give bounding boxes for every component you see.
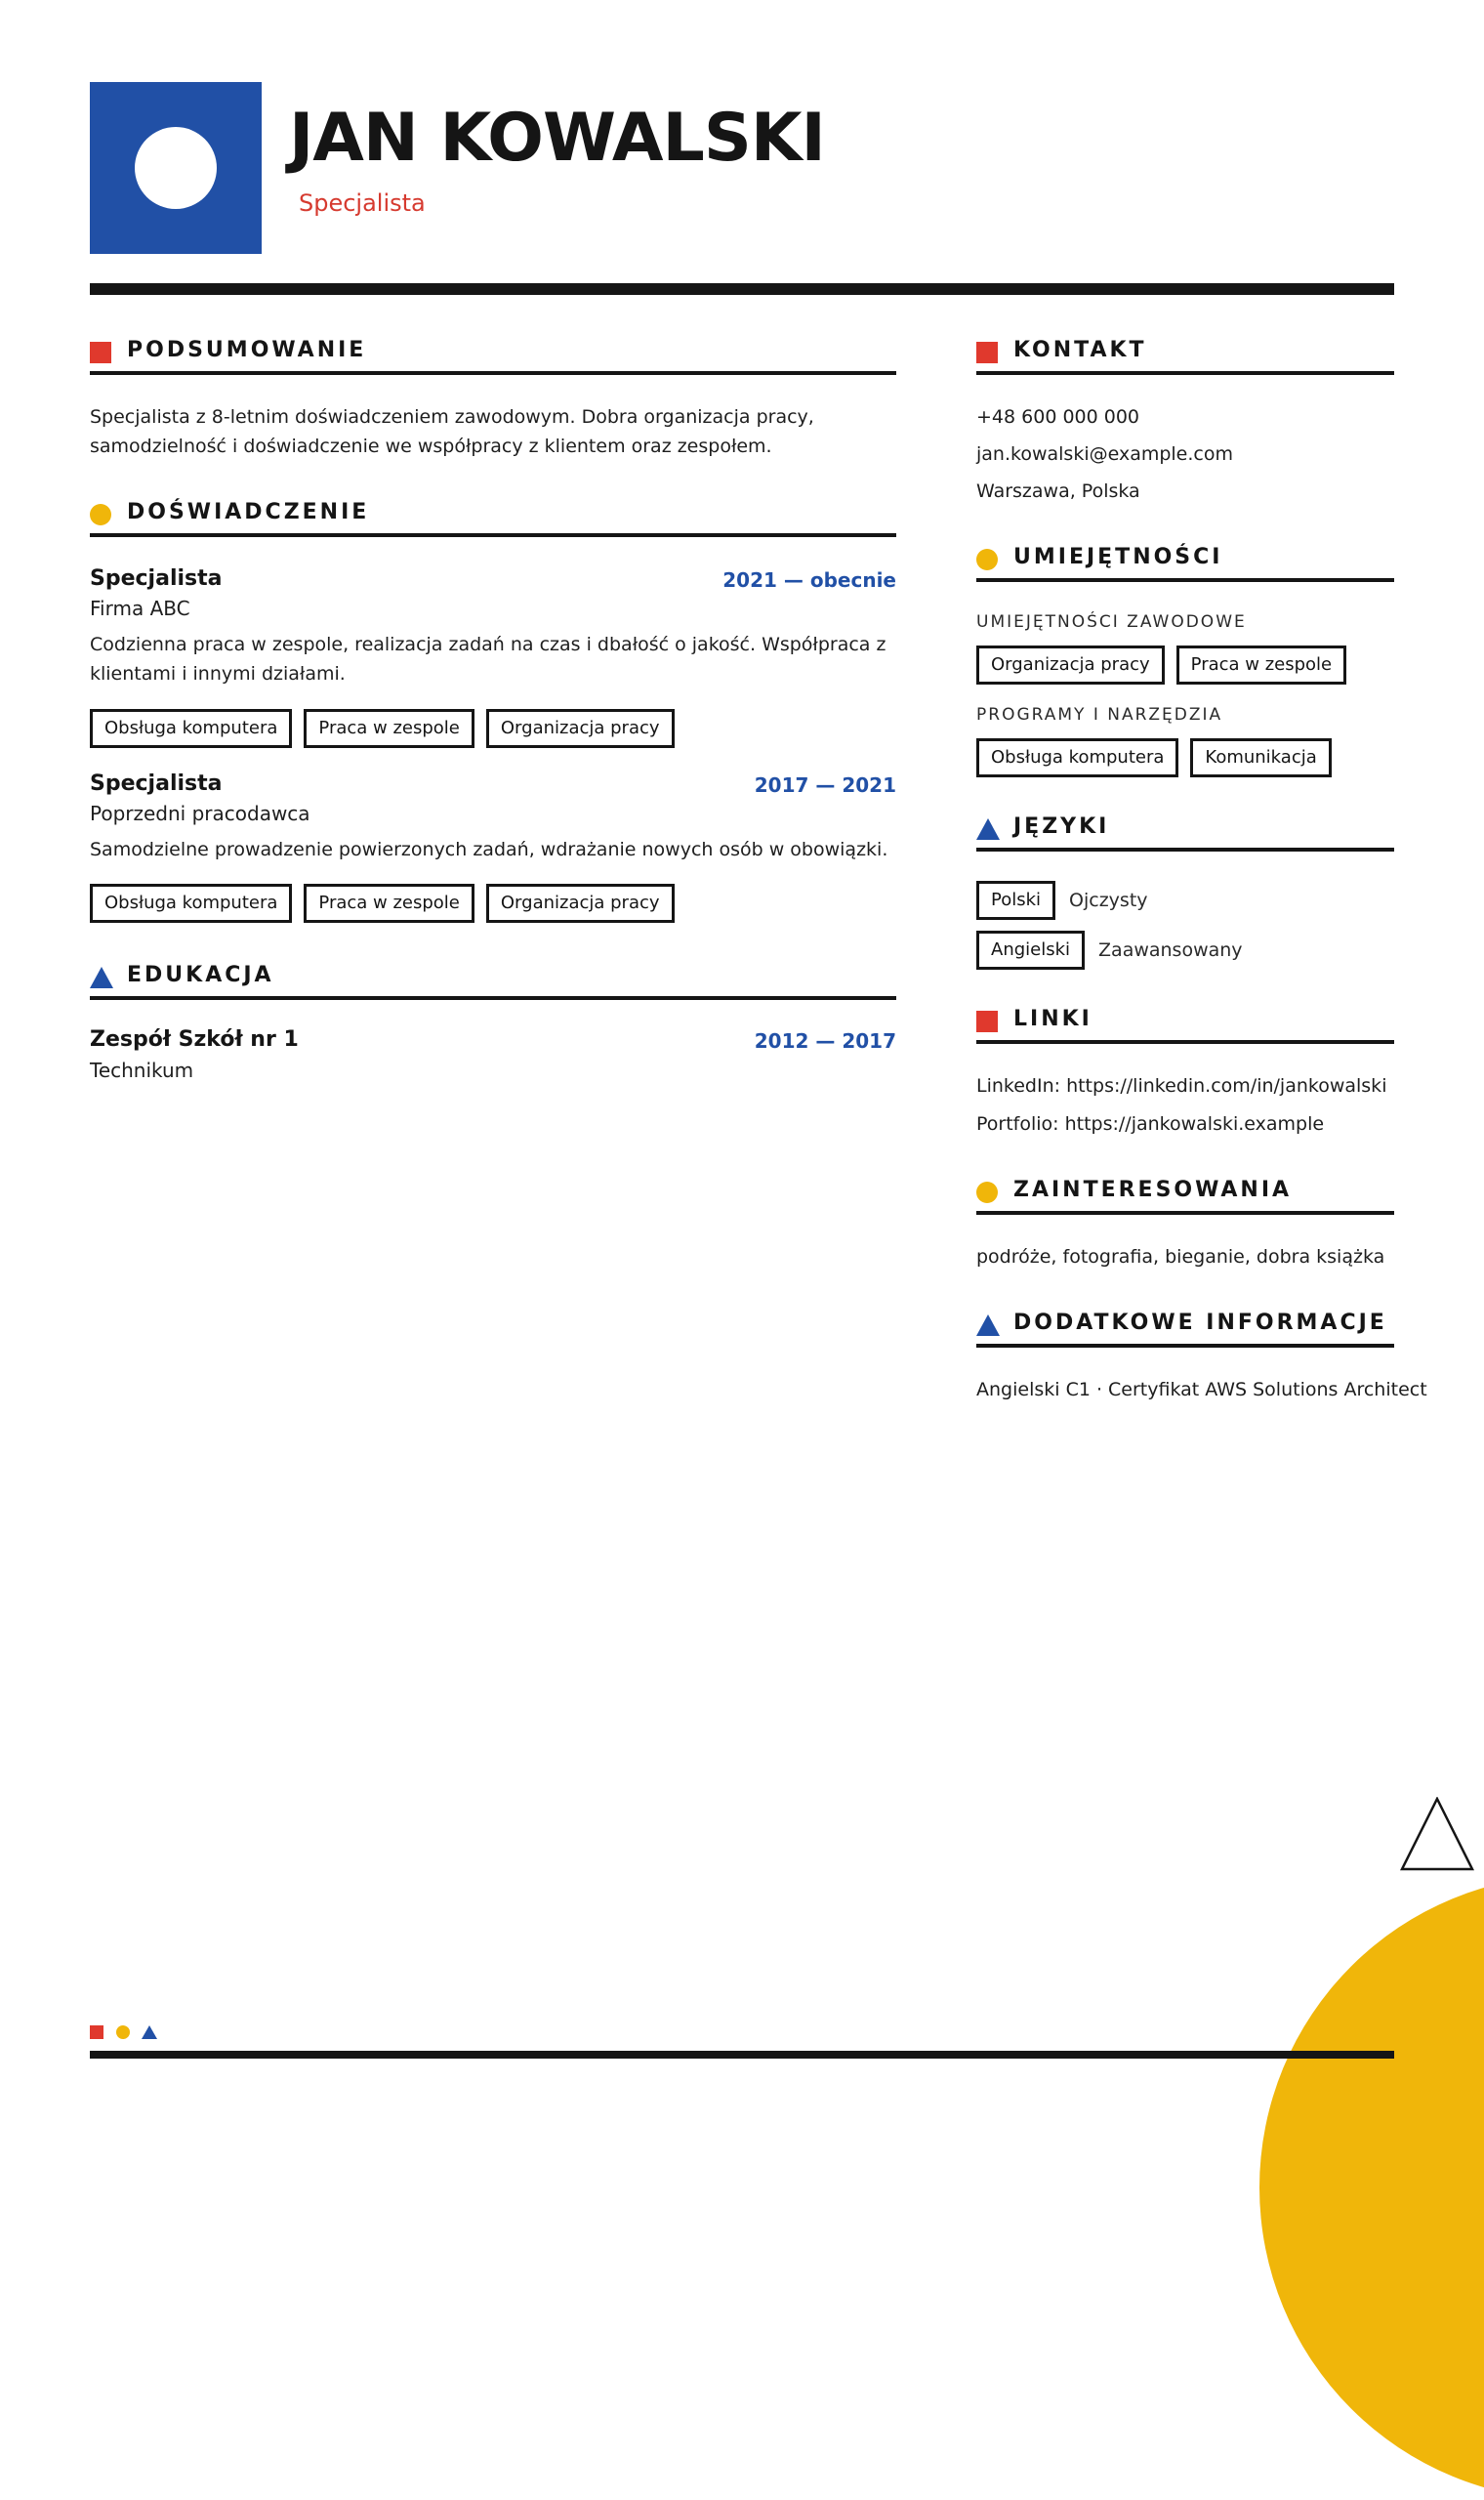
blue-triangle-icon — [976, 1314, 1000, 1336]
section-title: UMIEJĘTNOŚCI — [1013, 545, 1223, 569]
section-title: PODSUMOWANIE — [127, 338, 367, 362]
job-dates: 2021 — obecnie — [722, 568, 896, 592]
skill-tag: Organizacja pracy — [486, 884, 675, 923]
skill-tag: Organizacja pracy — [976, 646, 1165, 685]
job-tags — [90, 709, 675, 748]
yellow-circle-icon — [90, 504, 111, 525]
language-row — [976, 931, 1243, 970]
contact-phone: +48 600 000 000 — [976, 406, 1140, 428]
language-name: Polski — [976, 881, 1055, 920]
job-company: Poprzedni pracodawca — [90, 802, 310, 825]
candidate-name: JAN KOWALSKI — [289, 100, 825, 177]
contact-location: Warszawa, Polska — [976, 480, 1140, 502]
section-additional-heading — [976, 1305, 1394, 1348]
red-square-icon — [976, 342, 998, 363]
header-divider — [90, 283, 1394, 295]
school-dates: 2012 — 2017 — [754, 1029, 896, 1053]
section-title: ZAINTERESOWANIA — [1013, 1178, 1293, 1202]
job-tags — [90, 884, 675, 923]
job-title: Specjalista — [90, 566, 223, 591]
section-education-heading — [90, 957, 896, 1000]
language-level: Ojczysty — [1069, 890, 1148, 911]
section-title: LINKI — [1013, 1007, 1092, 1031]
skill-tag: Praca w zespole — [304, 709, 474, 748]
language-level: Zaawansowany — [1098, 939, 1243, 961]
candidate-role: Specjalista — [299, 189, 426, 217]
section-title: JĘZYKI — [1013, 814, 1110, 839]
section-links-heading — [976, 1001, 1394, 1044]
section-skills-heading — [976, 539, 1394, 582]
skill-tag: Organizacja pracy — [486, 709, 675, 748]
job-title: Specjalista — [90, 771, 223, 796]
footer-yellow-circle-icon — [116, 2025, 130, 2039]
language-name: Angielski — [976, 931, 1085, 970]
job-description: Codzienna praca w zespole, realizacja zadań na czas i dbałość o jakość. Współpraca z klientami i innymi działami. — [90, 634, 886, 685]
profile-photo-placeholder — [90, 82, 262, 254]
professional-skills — [976, 646, 1346, 685]
skills-tools-label: PROGRAMY I NARZĘDZIA — [976, 705, 1223, 725]
job-company: Firma ABC — [90, 597, 190, 620]
yellow-circle-icon — [976, 549, 998, 570]
yellow-circle-icon — [976, 1182, 998, 1203]
skill-tag: Obsługa komputera — [90, 884, 292, 923]
skill-tag: Praca w zespole — [1176, 646, 1346, 685]
school-type: Technikum — [90, 1059, 194, 1082]
red-square-icon — [90, 342, 111, 363]
job-dates: 2017 — 2021 — [754, 773, 896, 797]
skill-tag: Praca w zespole — [304, 884, 474, 923]
link-linkedin[interactable]: LinkedIn: https://linkedin.com/in/jankowalski — [976, 1075, 1387, 1097]
blue-triangle-icon — [90, 967, 113, 988]
blue-triangle-icon — [976, 818, 1000, 840]
school-name: Zespół Szkół nr 1 — [90, 1027, 299, 1052]
section-summary-heading — [90, 332, 896, 375]
skills-professional-label: UMIEJĘTNOŚCI ZAWODOWE — [976, 612, 1247, 632]
section-title: DODATKOWE INFORMACJE — [1013, 1311, 1387, 1335]
decorative-yellow-circle — [1259, 1875, 1484, 2500]
link-portfolio[interactable]: Portfolio: https://jankowalski.example — [976, 1113, 1325, 1135]
footer-red-square-icon — [90, 2025, 103, 2039]
skill-tag: Obsługa komputera — [976, 738, 1178, 777]
interests-text: podróże, fotografia, bieganie, dobra książka — [976, 1246, 1385, 1268]
job-description: Samodzielne prowadzenie powierzonych zadań, wdrażanie nowych osób w obowiązki. — [90, 839, 888, 860]
section-interests-heading — [976, 1172, 1394, 1215]
footer-divider — [90, 2051, 1394, 2059]
summary-text: Specjalista z 8-letnim doświadczeniem zawodowym. Dobra organizacja pracy, samodzielność i doświadczenie we współpracy z klientem oraz zespołem. — [90, 406, 814, 457]
section-title: KONTAKT — [1013, 338, 1147, 362]
additional-text: Angielski C1 · Certyfikat AWS Solutions Architect — [976, 1379, 1427, 1400]
skill-tag: Obsługa komputera — [90, 709, 292, 748]
footer-blue-triangle-icon — [142, 2025, 157, 2039]
language-row — [976, 881, 1148, 920]
section-title: DOŚWIADCZENIE — [127, 500, 370, 524]
section-contact-heading — [976, 332, 1394, 375]
red-square-icon — [976, 1011, 998, 1032]
skill-tag: Komunikacja — [1190, 738, 1331, 777]
section-experience-heading — [90, 494, 896, 537]
section-title: EDUKACJA — [127, 963, 274, 987]
photo-circle-icon — [135, 127, 217, 209]
tools-skills — [976, 738, 1332, 777]
contact-email: jan.kowalski@example.com — [976, 443, 1233, 465]
section-languages-heading — [976, 809, 1394, 852]
decorative-outline-triangle-icon — [1400, 1797, 1474, 1871]
